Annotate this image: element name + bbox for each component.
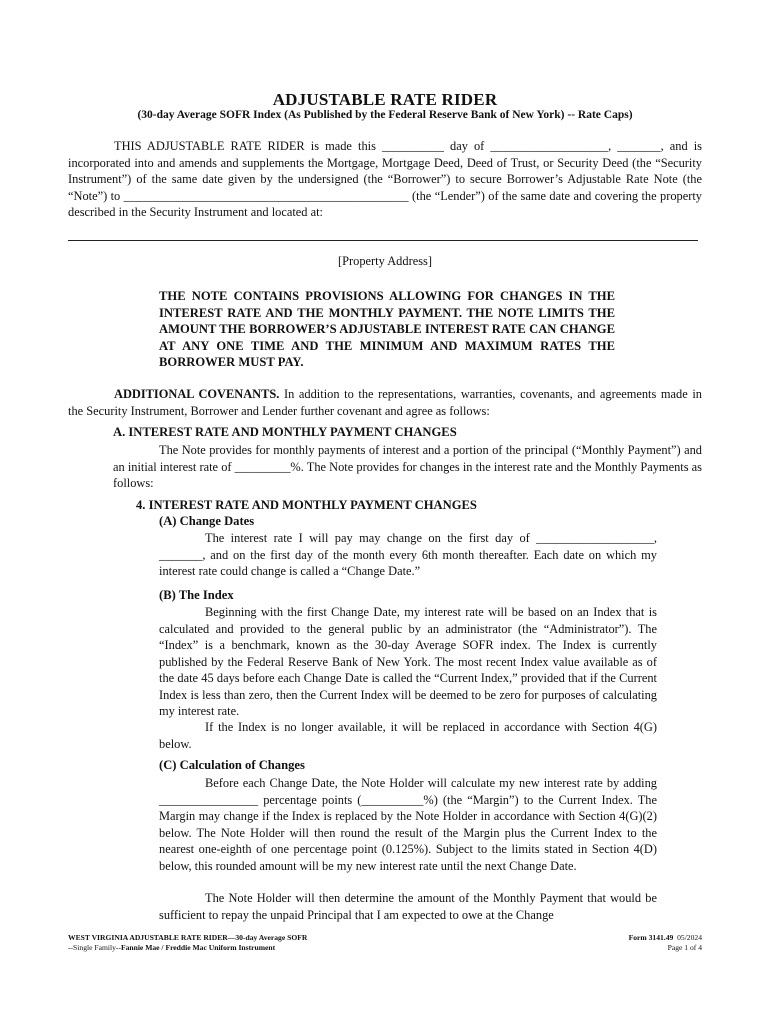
footer-form-line (560, 933, 702, 943)
document-title: ADJUSTABLE RATE RIDER (272, 90, 498, 109)
footer-family: --Single Family-- (68, 943, 121, 952)
footer-form-date: 05/2024 (677, 933, 702, 942)
additional-covenants-text: In addition to the representations, warranties, covenants, and agreements made in the Security Instrument, Borrower and Lender further covenant and agree as follows: (68, 387, 702, 418)
document-subtitle: (30-day Average SOFR Index (As Published by the Federal Reserve Bank of New York) -- Rate Caps) (137, 109, 633, 121)
index-heading: (B) The Index (159, 588, 234, 602)
monthly-payment-text: The Note Holder will then determine the amount of the Monthly Payment that would be sufficient to repay the unpaid Principal that I am expected to owe at the Change (159, 891, 657, 922)
additional-covenants-paragraph (68, 386, 702, 419)
change-dates-text: The interest rate I will pay may change on the first day of ___________________, _______, and on the first day of the month every 6th month thereafter. Each date on which my interest rate could change is called a “Change Date.” (159, 531, 657, 578)
calculation-text: Before each Change Date, the Note Holder will calculate my new interest rate by adding ________________ percentage points (__________%) (the “Margin”) to the Current Index. The Margin may change if the Index is replaced by the Note Holder in accordance with Section 4(G)(2) below. The Note Holder will then round the result of the Margin plus the Current Index to the nearest one-eighth of one percentage point (0.125%). Subject to the limits stated in Section 4(D) below, this rounded amount will be my new interest rate until the next Change Date. (159, 776, 657, 873)
footer-form-number: Form 3141.49 (628, 933, 674, 942)
intro-paragraph: THIS ADJUSTABLE RATE RIDER is made this __________ day of ___________________, _______, and is incorporated into and amends and supplements the Mortgage, Mortgage Deed, Deed of Trust, or Security Deed (the “Security Instrument”) of the same date given by the undersigned (the “Borrower”) to secure Borrower’s Adjustable Rate Note (the “Note”) to ______________________________________________ (the “Lender”) of the same date and covering the property described in the Security Instrument and located at: (68, 139, 702, 219)
change-dates-heading: (A) Change Dates (159, 514, 255, 528)
calculation-heading: (C) Calculation of Changes (159, 758, 305, 772)
section-4-heading: 4. INTEREST RATE AND MONTHLY PAYMENT CHANGES (136, 498, 477, 512)
footer-uniform-instrument: Fannie Mae / Freddie Mac Uniform Instrument (120, 943, 276, 952)
footer-instrument (68, 933, 307, 953)
property-address-label: [Property Address] (338, 254, 432, 268)
footer-form-info (560, 933, 702, 953)
additional-covenants-heading: ADDITIONAL COVENANTS. (114, 387, 280, 401)
section-a-text: The Note provides for monthly payments of interest and a portion of the principal (“Monthly Payment”) and an initial interest rate of _________%. The Note provides for changes in the interest rate and the Monthly Payments as follows: (113, 443, 702, 490)
section-a-heading: A. INTEREST RATE AND MONTHLY PAYMENT CHANGES (113, 425, 457, 439)
property-address-line (68, 240, 698, 241)
footer-instrument-line (68, 943, 307, 953)
index-replacement-text: If the Index is no longer available, it will be replaced in accordance with Section 4(G) below. (159, 720, 657, 751)
caps-notice: THE NOTE CONTAINS PROVISIONS ALLOWING FOR CHANGES IN THE INTEREST RATE AND THE MONTHLY PAYMENT. THE NOTE LIMITS THE AMOUNT THE BORROWER’S ADJUSTABLE INTEREST RATE CAN CHANGE AT ANY ONE TIME AND THE MINIMUM AND MAXIMUM RATES THE BORROWER MUST PAY. (159, 289, 615, 370)
index-text: Beginning with the first Change Date, my interest rate will be based on an Index that is calculated and provided to the general public by an administrator (the “Administrator”). The “Index” is a benchmark, known as the 30-day Average SOFR index. The Index is currently published by the Federal Reserve Bank of New York. The most recent Index value available as of the date 45 days before each Change Date is called the “Current Index,” provided that if the Current Index is less than zero, then the Current Index will be deemed to be zero for purposes of calculating my interest rate. (159, 605, 657, 718)
footer-rider-name: WEST VIRGINIA ADJUSTABLE RATE RIDER—30-day Average SOFR (68, 933, 308, 942)
footer-page-number: Page 1 of 4 (667, 943, 702, 952)
